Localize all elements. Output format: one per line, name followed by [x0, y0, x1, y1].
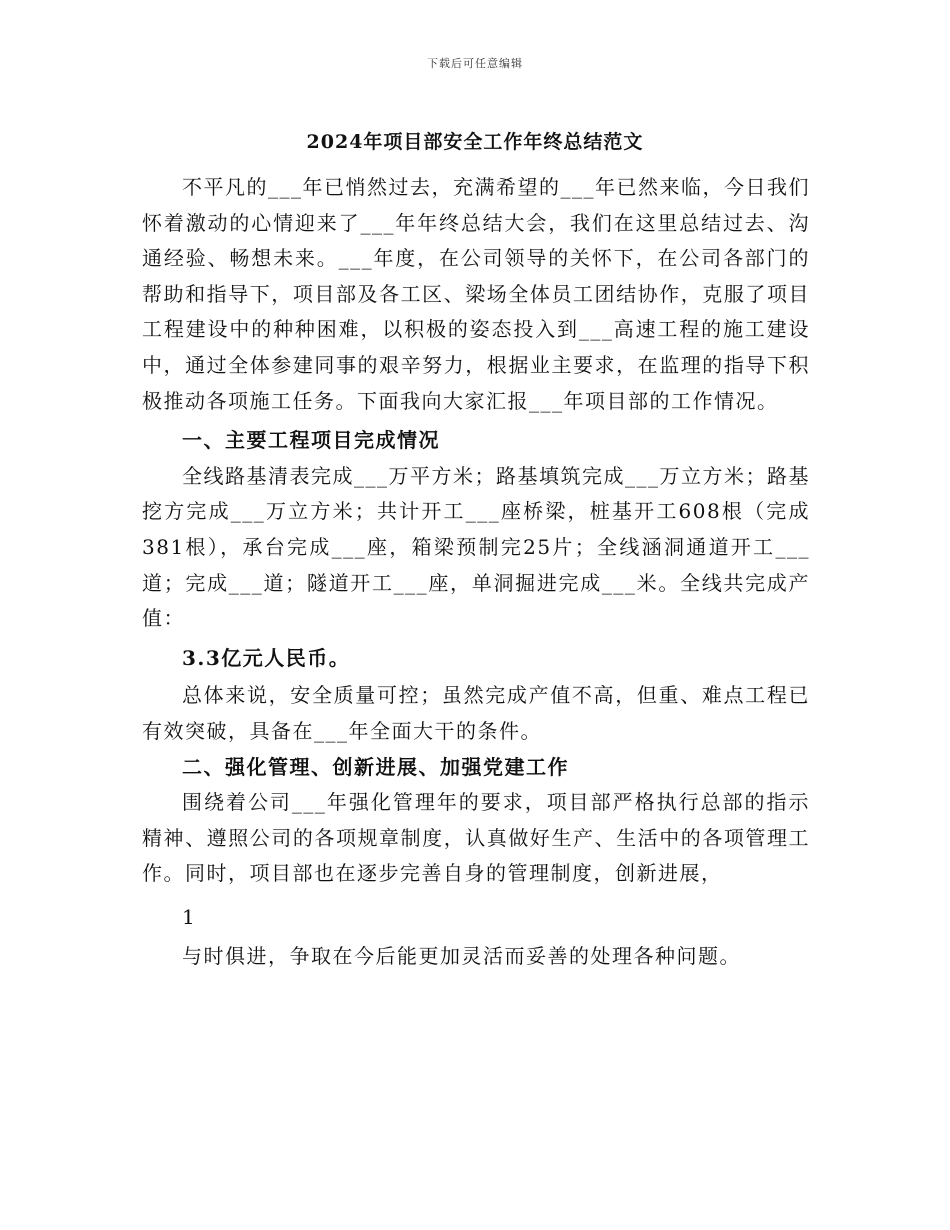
paragraph-management: 围绕着公司___年强化管理年的要求，项目部严格执行总部的指示精神、遵照公司的各项规章制度，认真做好生产、生活中的各项管理工作。同时，项目部也在逐步完善自身的管理制度，创新进展， [142, 790, 810, 886]
section-heading-1: 一、主要工程项目完成情况 [182, 428, 440, 453]
paragraph-continuation: 与时俱进，争取在今后能更加灵活而妥善的处理各种问题。 [182, 944, 741, 969]
document-title: 2024年项目部安全工作年终总结范文 [306, 131, 644, 153]
paragraph-project-progress: 全线路基清表完成___万平方米；路基填筑完成___万立方米；路基挖方完成___万立方米；共计开工___座桥梁，桩基开工608根（完成381根），承台完成___座，箱梁预制完25片；全线涵洞通道开工___道；完成___道；隧道开工___座，单洞掘进完成___米。全线共完成产值： [142, 463, 810, 631]
paragraph-output-value: 3.3亿元人民币。 [182, 645, 351, 670]
page-number: 1 [182, 904, 197, 929]
header-note: 下载后可任意编辑 [427, 57, 523, 70]
document-body [142, 170, 810, 975]
paragraph-summary: 总体来说，安全质量可控；虽然完成产值不高，但重、难点工程已有效突破，具备在___年全面大干的条件。 [142, 683, 810, 743]
section-heading-2: 二、强化管理、创新进展、加强党建工作 [182, 754, 569, 779]
paragraph-intro: 不平凡的___年已悄然过去，充满希望的___年已然来临，今日我们怀着激动的心情迎来了___年年终总结大会，我们在这里总结过去、沟通经验、畅想未来。___年度，在公司领导的关怀下，在公司各部门的帮助和指导下，项目部及各工区、梁场全体员工团结协作，克服了项目工程建设中的种种困难，以积极的姿态投入到___高速工程的施工建设中，通过全体参建同事的艰辛努力，根据业主要求，在监理的指导下积极推动各项施工任务。下面我向大家汇报___年项目部的工作情况。 [142, 175, 810, 413]
